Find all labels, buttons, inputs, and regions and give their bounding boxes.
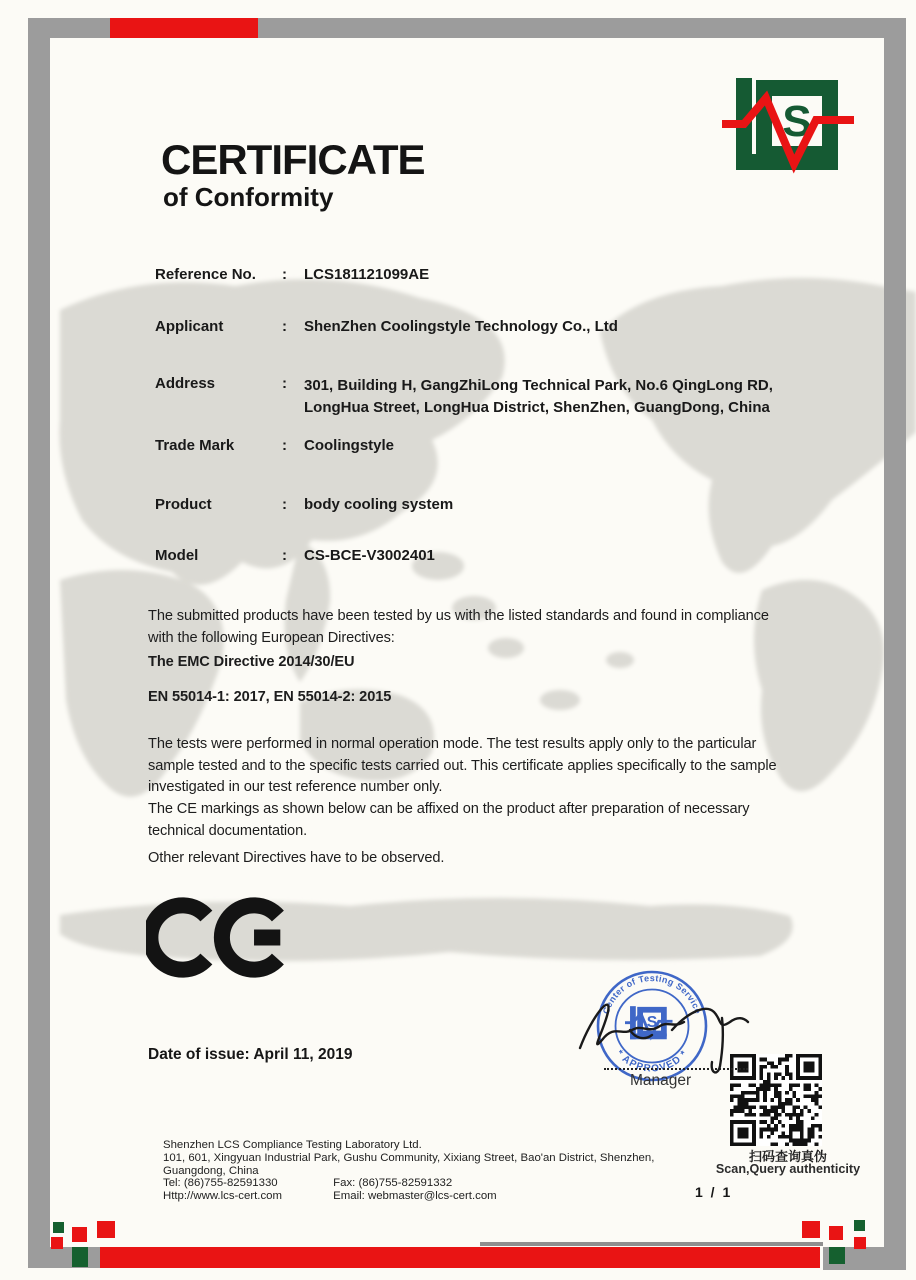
footer-fax: Fax: (86)755-82591332 — [333, 1177, 453, 1190]
footer-tel-fax — [163, 1177, 654, 1190]
paragraph-other: Other relevant Directives have to be observed. — [148, 850, 445, 866]
field-label: Reference No. — [155, 266, 256, 283]
stamp-role-label: Manager — [630, 1072, 692, 1089]
paragraph-intro — [148, 606, 769, 649]
field-label: Model — [155, 547, 199, 564]
field-label: Applicant — [155, 318, 224, 335]
field-value: LCS181121099AE — [304, 266, 430, 283]
qr-caption-english: Scan,Query authenticity — [715, 1162, 861, 1176]
footer-tel: Tel: (86)755-82591330 — [163, 1177, 278, 1190]
field-value: CS-BCE-V3002401 — [304, 547, 435, 564]
qr-caption-chinese: 扫码查询真伪 — [748, 1149, 827, 1164]
paragraph-standards: EN 55014-1: 2017, EN 55014-2: 2015 — [148, 689, 392, 705]
field-value: ShenZhen Coolingstyle Technology Co., Ltd — [304, 318, 618, 335]
svg-text:S: S — [646, 1014, 658, 1032]
paragraph-line: sample tested and to the specific tests carried out. This certificate applies specifically to the sample — [148, 757, 777, 774]
field-row-reference-no — [155, 266, 429, 283]
field-value — [304, 375, 773, 419]
footer-address-line2: Guangdong, China — [163, 1164, 259, 1177]
address-line: 301, Building H, GangZhiLong Technical Park, No.6 QingLong RD, — [304, 377, 773, 394]
footer-web: Http://www.lcs-cert.com — [163, 1190, 282, 1203]
stamp-ring-bottom-text: * APPROVED * — [613, 1048, 691, 1075]
field-separator: : — [282, 437, 287, 454]
date-of-issue: Date of issue: April 11, 2019 — [148, 1046, 353, 1063]
footer-lab-info — [163, 1139, 654, 1203]
signature — [572, 978, 757, 1083]
field-label: Product — [155, 496, 212, 513]
field-row-applicant — [155, 318, 618, 335]
field-label: Trade Mark — [155, 437, 235, 454]
page-number: 1 / 1 — [695, 1184, 733, 1200]
field-value: Coolingstyle — [304, 437, 395, 454]
field-row-model — [155, 547, 435, 564]
field-separator: : — [282, 547, 287, 564]
footer-web-email — [163, 1190, 654, 1203]
field-value: body cooling system — [304, 496, 454, 513]
footer-company: Shenzhen LCS Compliance Testing Laboratory Ltd. — [163, 1139, 422, 1151]
field-row-product — [155, 496, 453, 513]
field-label: Address — [155, 375, 216, 392]
field-separator: : — [282, 318, 287, 335]
paragraph-line: investigated in our test reference number only. — [148, 779, 443, 795]
address-line: LongHua Street, LongHua District, ShenZhen, GuangDong, China — [304, 399, 770, 416]
field-separator: : — [282, 375, 287, 392]
field-row-trade-mark — [155, 437, 394, 454]
paragraph-tests — [148, 734, 777, 799]
ce-marking-icon — [146, 886, 292, 989]
paragraph-directive: The EMC Directive 2014/30/EU — [148, 654, 355, 670]
field-row-address — [155, 375, 773, 419]
field-separator: : — [282, 266, 287, 283]
paragraph-line: The submitted products have been tested by us with the listed standards and found in compliance — [148, 608, 769, 624]
footer-email: Email: webmaster@lcs-cert.com — [333, 1190, 497, 1203]
lcs-logo-icon — [722, 72, 872, 192]
certificate-title: CERTIFICATE — [161, 136, 425, 183]
svg-text:S: S — [782, 97, 812, 146]
paragraph-line: The CE markings as shown below can be affixed on the product after preparation of necessary — [148, 801, 750, 817]
footer-address-line1: 101, 601, Xingyuan Industrial Park, Gushu Community, Xixiang Street, Bao'an District, Shenzhen, — [163, 1151, 655, 1164]
paragraph-line: technical documentation. — [148, 822, 308, 839]
certificate-subtitle: of Conformity — [163, 182, 334, 212]
paragraph-line: with the following European Directives: — [148, 629, 395, 646]
field-separator: : — [282, 496, 287, 513]
paragraph-line: The tests were performed in normal operation mode. The test results apply only to the particular — [148, 736, 757, 752]
paragraph-ce-note — [148, 799, 749, 842]
stamp-ring-top-text: Center of Testing Service — [600, 973, 704, 1016]
